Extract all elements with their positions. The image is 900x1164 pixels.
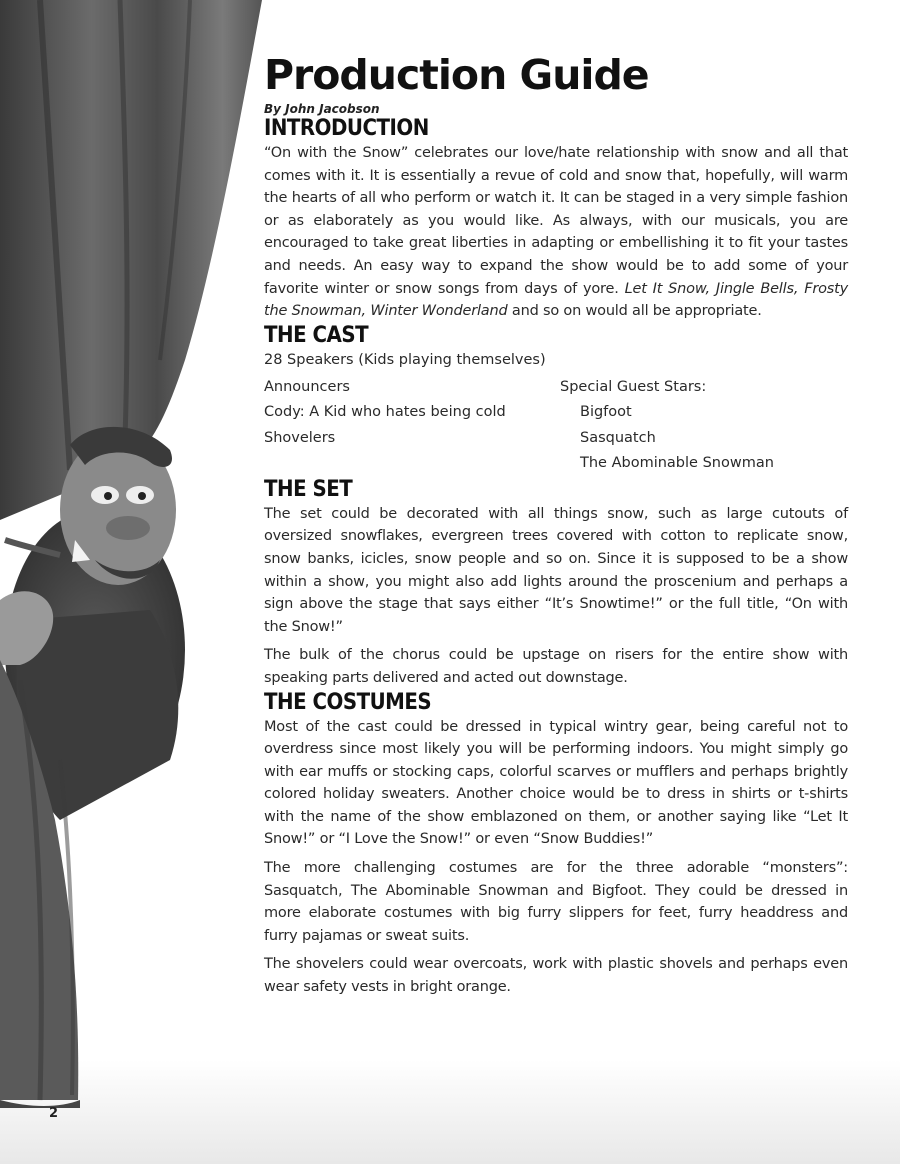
byline: By John Jacobson bbox=[264, 102, 380, 116]
cast-role: Cody: A Kid who hates being cold bbox=[264, 404, 506, 421]
cast-list bbox=[264, 375, 848, 477]
costumes-paragraph: The more challenging costumes are for the three adorable “monsters”: Sasquatch, The Abominable Snowman and Bigfoot. They could be dressed in more elaborate costumes with big furry slippers for feet, furry headdress and furry pajamas or sweat suits. bbox=[264, 860, 848, 944]
cast-speakers: 28 Speakers (Kids playing themselves) bbox=[264, 351, 546, 368]
costumes-paragraph: Most of the cast could be dressed in typical wintry gear, being careful not to overdress since most likely you will be performing indoors. You might simply go with ear muffs or stocking caps, colorful scarves or mufflers and perhaps brightly colored holiday sweaters. Another choice would be to dress in shirts or t-shirts with the name of the show emblazoned on them, or another saying like “Let It Snow!” or “I Love the Snow!” or even “Snow Buddies!” bbox=[264, 718, 848, 848]
set-paragraph: The set could be decorated with all things snow, such as large cutouts of oversized snowflakes, evergreen trees covered with cotton to replicate snow, snow banks, icicles, snow people and so on. Since it is supposed to be a show within a show, you might also add lights around the proscenium and perhaps a sign above the stage that says either “It’s Snowtime!” or the full title, “On with the Snow!” bbox=[264, 505, 848, 635]
costumes-heading: THE COSTUMES bbox=[264, 689, 432, 715]
guest-stars bbox=[560, 375, 774, 477]
guest-star: The Abominable Snowman bbox=[580, 455, 774, 472]
cast-heading: THE CAST bbox=[264, 322, 369, 348]
article bbox=[264, 50, 848, 999]
intro-text-end: and so on would all be appropriate. bbox=[507, 303, 762, 320]
cast-role: Shovelers bbox=[264, 429, 336, 446]
set-heading: THE SET bbox=[264, 476, 353, 502]
page-number: 2 bbox=[49, 1106, 59, 1121]
guest-star: Bigfoot bbox=[580, 404, 632, 421]
introduction-heading: INTRODUCTION bbox=[264, 116, 429, 141]
page-title: Production Guide bbox=[264, 51, 649, 99]
guest-stars-heading: Special Guest Stars: bbox=[560, 378, 707, 395]
cast-roles bbox=[264, 375, 560, 477]
song-list: Let It Snow, Jingle Bells, Frosty the Snowman, Winter Wonderland bbox=[264, 280, 848, 320]
introduction-paragraph bbox=[264, 142, 848, 323]
set-paragraph: The bulk of the chorus could be upstage on risers for the entire show with speaking parts delivered and acted out downstage. bbox=[264, 647, 848, 686]
guest-star: Sasquatch bbox=[580, 429, 656, 446]
costumes-paragraph: The shovelers could wear overcoats, work with plastic shovels and perhaps even wear safety vests in bright orange. bbox=[264, 956, 848, 996]
cast-role: Announcers bbox=[264, 378, 350, 395]
intro-text: “On with the Snow” celebrates our love/hate relationship with snow and all that comes with it. It is essentially a revue of cold and snow that, hopefully, will warm the hearts of all who perform or watch it. It can be staged in a very simple fashion or as elaborately as you would like. As always, with our musicals, you are encouraged to take great liberties in adapting or embellishing it to fit your tastes and needs. An easy way to expand the show would be to add some of your favorite winter or snow songs from days of yore. bbox=[264, 145, 848, 297]
